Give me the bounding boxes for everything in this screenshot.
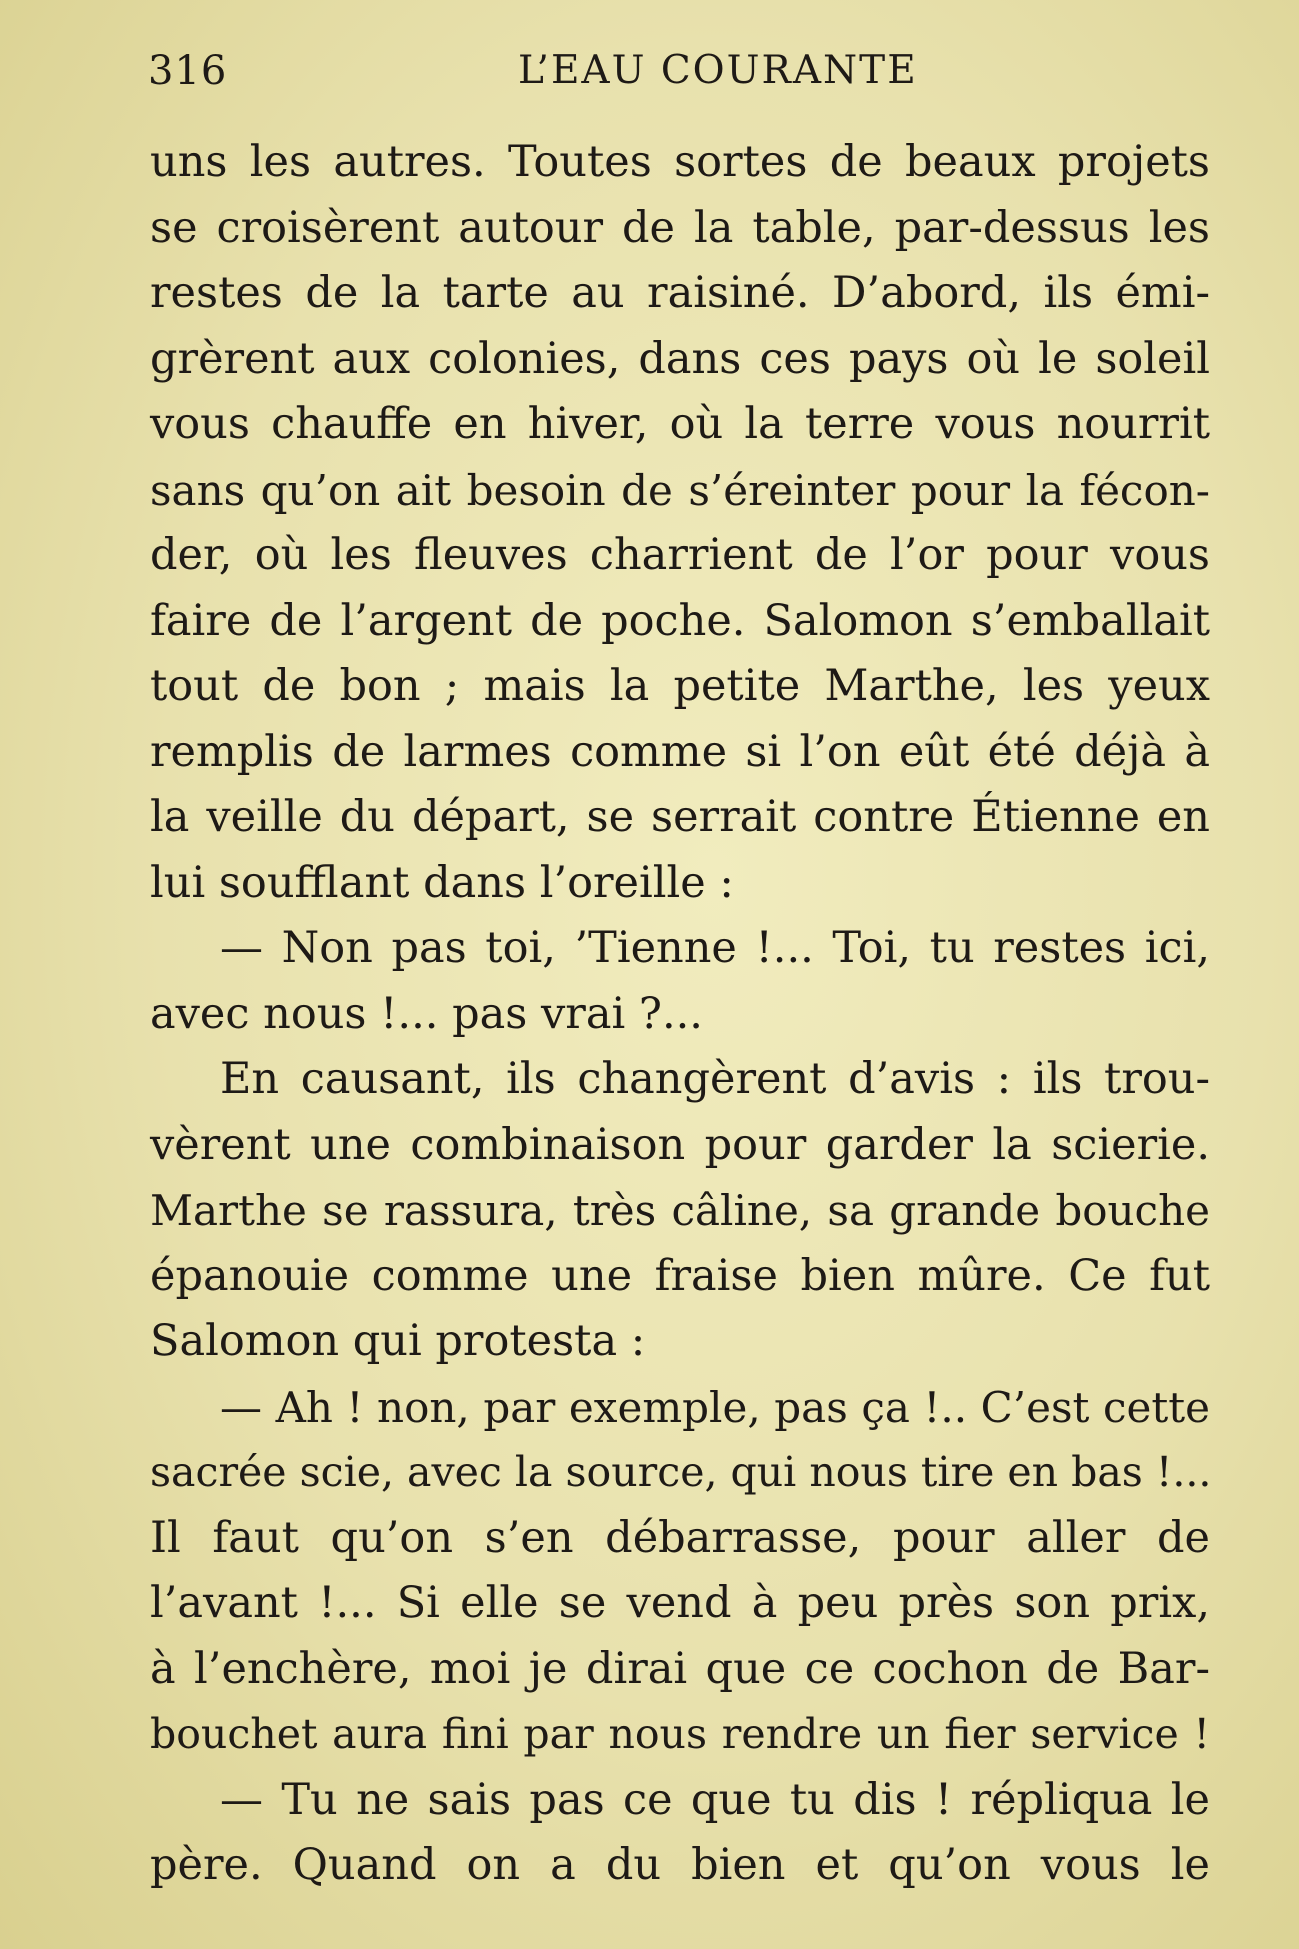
page-header bbox=[0, 48, 1299, 108]
text-line: se croisèrent autour de la table, par-dessus les bbox=[150, 202, 1210, 253]
text-line: Marthe se rassura, très câline, sa grande bouche bbox=[150, 1186, 1210, 1235]
text-line: père. Quand on a du bien et qu’on vous le bbox=[150, 1840, 1210, 1890]
text-line: épanouie comme une fraise bien mûre. Ce fut bbox=[150, 1250, 1210, 1301]
text-line: avec nous !... pas vrai ?... bbox=[150, 988, 703, 1039]
text-line: — Non pas toi, ’Tienne !... Toi, tu restes ici, bbox=[220, 923, 1210, 973]
body-text bbox=[150, 130, 1210, 1899]
text-line: lui soufflant dans l’oreille : bbox=[150, 857, 734, 908]
text-line: l’avant !... Si elle se vend à peu près son prix, bbox=[150, 1578, 1210, 1628]
text-line: — Tu ne sais pas ce que tu dis ! répliqua le bbox=[220, 1774, 1210, 1825]
text-line: Salomon qui protesta : bbox=[150, 1316, 646, 1366]
text-line: grèrent aux colonies, dans ces pays où le soleil bbox=[150, 333, 1210, 384]
text-line: faire de l’argent de poche. Salomon s’emballait bbox=[150, 595, 1210, 646]
running-title: L’EAU COURANTE bbox=[518, 48, 918, 93]
text-line: En causant, ils changèrent d’avis : ils trou- bbox=[220, 1054, 1210, 1104]
text-line: sacrée scie, avec la source, qui nous tire en bas !... bbox=[150, 1448, 1212, 1496]
text-line: la veille du départ, se serrait contre Étienne en bbox=[150, 792, 1210, 842]
text-line: vous chauffe en hiver, où la terre vous nourrit bbox=[150, 399, 1210, 449]
text-line: sans qu’on ait besoin de s’éreinter pour la fécon- bbox=[150, 465, 1210, 515]
text-line: vèrent une combinaison pour garder la scierie. bbox=[150, 1119, 1210, 1170]
text-line: remplis de larmes comme si l’on eût été déjà à bbox=[150, 726, 1210, 777]
text-line: der, où les fleuves charrient de l’or pour vous bbox=[150, 530, 1210, 580]
text-line: à l’enchère, moi je dirai que ce cochon de Bar- bbox=[150, 1643, 1210, 1694]
page-number: 316 bbox=[148, 48, 228, 94]
text-line: tout de bon ; mais la petite Marthe, les yeux bbox=[150, 661, 1210, 711]
text-line: uns les autres. Toutes sortes de beaux projets bbox=[150, 137, 1210, 187]
text-line: bouchet aura fini par nous rendre un fier service ! bbox=[150, 1710, 1210, 1758]
text-line: — Ah ! non, par exemple, pas ça !.. C’est cette bbox=[220, 1382, 1210, 1432]
text-line: restes de la tarte au raisiné. D’abord, ils émi- bbox=[150, 268, 1210, 318]
text-line: Il faut qu’on s’en débarrasse, pour aller de bbox=[150, 1512, 1210, 1563]
